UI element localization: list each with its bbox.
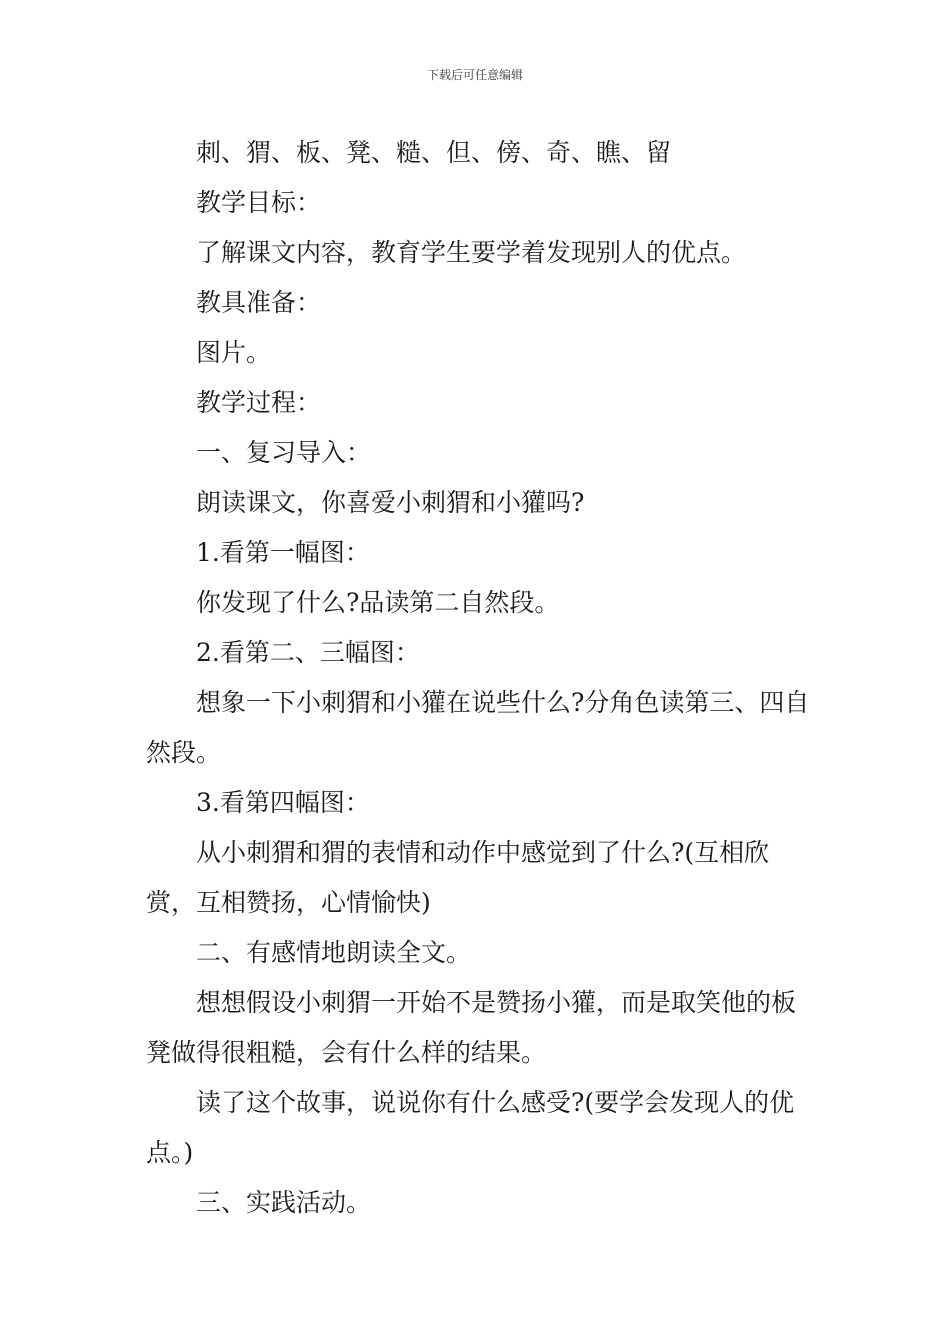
paragraph-suppose: 想想假设小刺猬一开始不是赞扬小獾，而是取笑他的板凳做得很粗糙，会有什么样的结果。 bbox=[146, 988, 797, 1067]
paragraph-materials: 图片。 bbox=[196, 338, 272, 367]
paragraph-feelings: 读了这个故事，说说你有什么感受?(要学会发现人的优点。) bbox=[146, 1088, 795, 1167]
paragraph-picture-one: 1.看第一幅图： bbox=[196, 538, 370, 567]
paragraph-section-two: 二、有感情地朗读全文。 bbox=[196, 938, 472, 967]
paragraph-characters: 刺、猬、板、凳、糙、但、傍、奇、瞧、留 bbox=[196, 138, 672, 167]
paragraph-read-text: 朗读课文，你喜爱小刺猬和小獾吗? bbox=[196, 488, 585, 517]
paragraph-imagine: 想象一下小刺猬和小獾在说些什么?分角色读第三、四自然段。 bbox=[146, 688, 810, 767]
paragraph-materials-heading: 教具准备： bbox=[196, 288, 322, 317]
paragraph-section-three: 三、实践活动。 bbox=[196, 1188, 372, 1217]
paragraph-process-heading: 教学过程： bbox=[196, 388, 322, 417]
page-header-note: 下载后可任意编辑 bbox=[426, 68, 523, 82]
paragraph-objectives: 了解课文内容，教育学生要学着发现别人的优点。 bbox=[196, 238, 747, 267]
paragraph-objectives-heading: 教学目标： bbox=[196, 188, 322, 217]
document-body bbox=[146, 128, 812, 1228]
paragraph-picture-four: 3.看第四幅图： bbox=[196, 788, 370, 817]
paragraph-expressions: 从小刺猬和猬的表情和动作中感觉到了什么?(互相欣赏，互相赞扬，心情愉快) bbox=[146, 838, 770, 917]
paragraph-discover: 你发现了什么?品读第二自然段。 bbox=[196, 588, 560, 617]
paragraph-section-one: 一、复习导入： bbox=[196, 438, 372, 467]
paragraph-picture-two-three: 2.看第二、三幅图： bbox=[196, 638, 420, 667]
